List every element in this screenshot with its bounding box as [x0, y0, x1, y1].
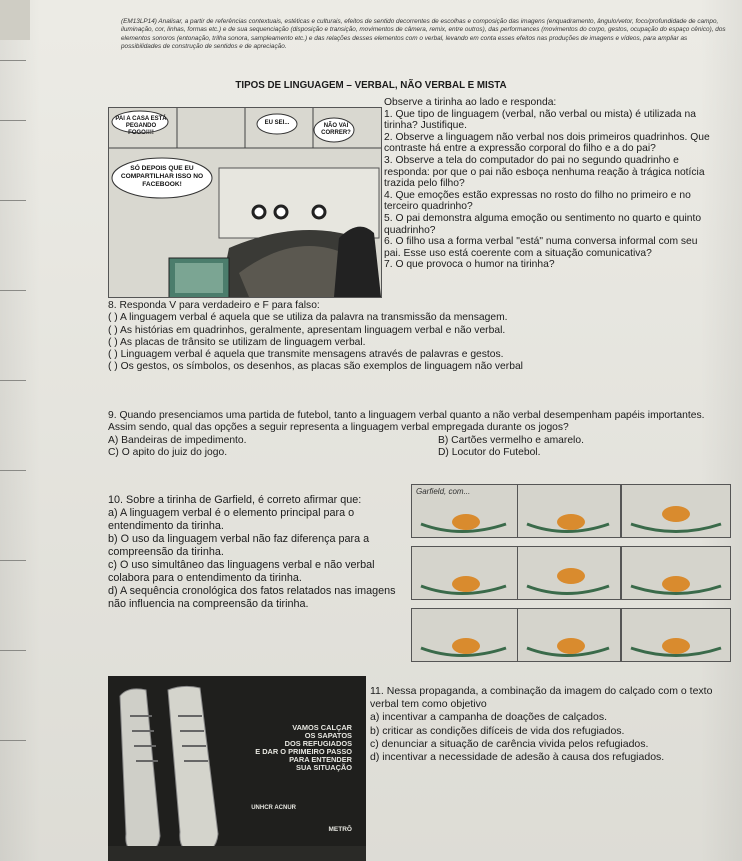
option-b: b) O uso da linguagem verbal não faz diferença para a compreensão da tirinha. — [108, 533, 370, 558]
ad-headline: DOS REFUGIADOS — [284, 739, 352, 748]
father-son-comic — [108, 107, 382, 298]
question-8-item: ( ) As histórias em quadrinhos, geralmente, apresentam linguagem verbal e não verbal. — [108, 324, 506, 336]
comic-instruction: Observe a tirinha ao lado e responda: — [384, 97, 557, 108]
skill-reference: (EM13LP14) Analisar, a partir de referências contextuais, estéticas e culturais, efeitos de sentido decorrentes de escolhas e composição das imagens (enquadramento, ângulo/vetor, foco/profundidade de campo, iluminação, cor, linhas, formas etc.) e de sua sequenciação (disposição e transição, movimentos de câmera, remix, entre outros), das performances (movimentos do corpo, gestos, ocupação do espaço cênico), dos elementos sonoros (entonação, trilha sonora, sampleamento etc.) e das relações desses elementos com o verbal, levando em conta esses efeitos nas produções de imagens e vídeos, para ampliar as possibilidades de construção de sentidos e de apreciação. — [121, 18, 726, 51]
option-a: a) incentivar a campanha de doações de calçados. — [370, 711, 607, 724]
ad-headline: PARA ENTENDER — [289, 755, 352, 764]
unhcr-logo: UNHCR ACNUR — [251, 805, 296, 811]
garfield-caption: Garfield, com... — [416, 487, 471, 496]
option-d: D) Locutor do Futebol. — [438, 446, 541, 458]
option-c: c) denunciar a situação de carência vivida pelos refugiados. — [370, 737, 649, 750]
question-6: 6. O filho usa a forma verbal "está" numa conversa informal com seu pai. Esse uso está coerente com a situação comunicativa? — [384, 236, 698, 259]
comic-bubble-2: EU SEI... — [264, 120, 290, 126]
question-11 — [370, 685, 720, 764]
question-2: 2. Observe a linguagem não verbal nos dois primeiros quadrinhos. Que contraste há entre a expressão corporal do filho e a do pai? — [384, 131, 710, 155]
question-8-item: ( ) Linguagem verbal é aquela que transmite mensagens através de palavras e gestos. — [108, 349, 504, 361]
garfield-comic — [411, 484, 730, 664]
question-8 — [108, 300, 718, 374]
margin-line — [0, 560, 26, 561]
margin-line — [0, 740, 26, 741]
margin-line — [0, 290, 26, 291]
question-9-stem: 9. Quando presenciamos uma partida de futebol, tanto a linguagem verbal quanto a não verbal desempenham papéis importantes. Assim sendo, qual das opções a seguir representa a linguagem verbal empregada durante os jogos? — [108, 410, 705, 434]
page-corner — [0, 0, 30, 40]
option-b: B) Cartões vermelho e amarelo. — [438, 434, 584, 446]
option-a: A) Bandeiras de impedimento. — [108, 434, 247, 446]
question-7: 7. O que provoca o humor na tirinha? — [384, 259, 555, 271]
question-8-item: ( ) Os gestos, os símbolos, os desenhos, as placas são exemplos de linguagem não verbal — [108, 361, 523, 373]
question-10 — [108, 494, 398, 611]
ad-headline: OS SAPATOS — [304, 731, 352, 740]
comic-bubble-3: NÃO VAI CORRER? — [321, 123, 351, 136]
question-1: 1. Que tipo de linguagem (verbal, não verbal ou mista) é utilizada na tirinha? Justifique. — [384, 108, 696, 132]
refugee-advertisement — [108, 676, 366, 861]
margin-line — [0, 120, 26, 121]
question-4: 4. Que emoções estão expressas no rosto do filho no primeiro e no terceiro quadrinho? — [384, 189, 691, 213]
margin-line — [0, 470, 26, 471]
option-d: d) A sequência cronológica dos fatos relatados nas imagens não influencia na compreensão da tirinha. — [108, 585, 396, 610]
option-c: C) O apito do juiz do jogo. — [108, 446, 228, 458]
question-3: 3. Observe a tela do computador do pai no segundo quadrinho e responda: por que o pai não esboça nenhuma reação à trágica notícia trazida pelo filho? — [384, 154, 705, 190]
question-9-options — [108, 435, 718, 459]
ad-headline: VAMOS CALÇAR — [292, 723, 352, 732]
comic-bubble-1: PAI A CASA ESTÁ PEGANDO FOGO!!!! — [115, 116, 167, 136]
margin-line — [0, 200, 26, 201]
question-8-item: ( ) A linguagem verbal é aquela que se utiliza da palavra na transmissão da mensagem. — [108, 312, 508, 324]
question-9 — [108, 410, 718, 459]
option-a: a) A linguagem verbal é o elemento principal para o entendimento da tirinha. — [108, 507, 355, 532]
question-10-stem: 10. Sobre a tirinha de Garfield, é correto afirmar que: — [108, 494, 362, 506]
question-8-stem: 8. Responda V para verdadeiro e F para falso: — [108, 300, 320, 311]
ad-headline: SUA SITUAÇÃO — [296, 763, 352, 772]
option-c: c) O uso simultâneo das linguagens verbal e não verbal colabora para o entendimento da tirinha. — [108, 559, 375, 584]
comic-bubble-4: SÓ DEPOIS QUE EU COMPARTILHAR ISSO NO FACEBOOK! — [120, 165, 204, 188]
option-b: b) criticar as condições difíceis de vida dos refugiados. — [370, 724, 625, 737]
questions-1-7 — [384, 97, 714, 271]
margin-line — [0, 60, 26, 61]
question-5: 5. O pai demonstra alguma emoção ou sentimento no quarto e quinto quadrinho? — [384, 212, 702, 236]
garfield-illustration — [411, 484, 730, 664]
margin-line — [0, 380, 26, 381]
question-11-stem: 11. Nessa propaganda, a combinação da imagem do calçado com o texto verbal tem como objetivo — [370, 685, 713, 711]
ad-headline: E DAR O PRIMEIRO PASSO — [255, 747, 352, 756]
margin-line — [0, 650, 26, 651]
option-d: d) incentivar a necessidade de adesão à causa dos refugiados. — [370, 751, 665, 764]
metro-logo: METRÔ — [328, 826, 352, 833]
page-title: TIPOS DE LINGUAGEM – VERBAL, NÃO VERBAL E MISTA — [235, 80, 507, 91]
question-8-item: ( ) As placas de trânsito se utilizam de linguagem verbal. — [108, 336, 366, 348]
